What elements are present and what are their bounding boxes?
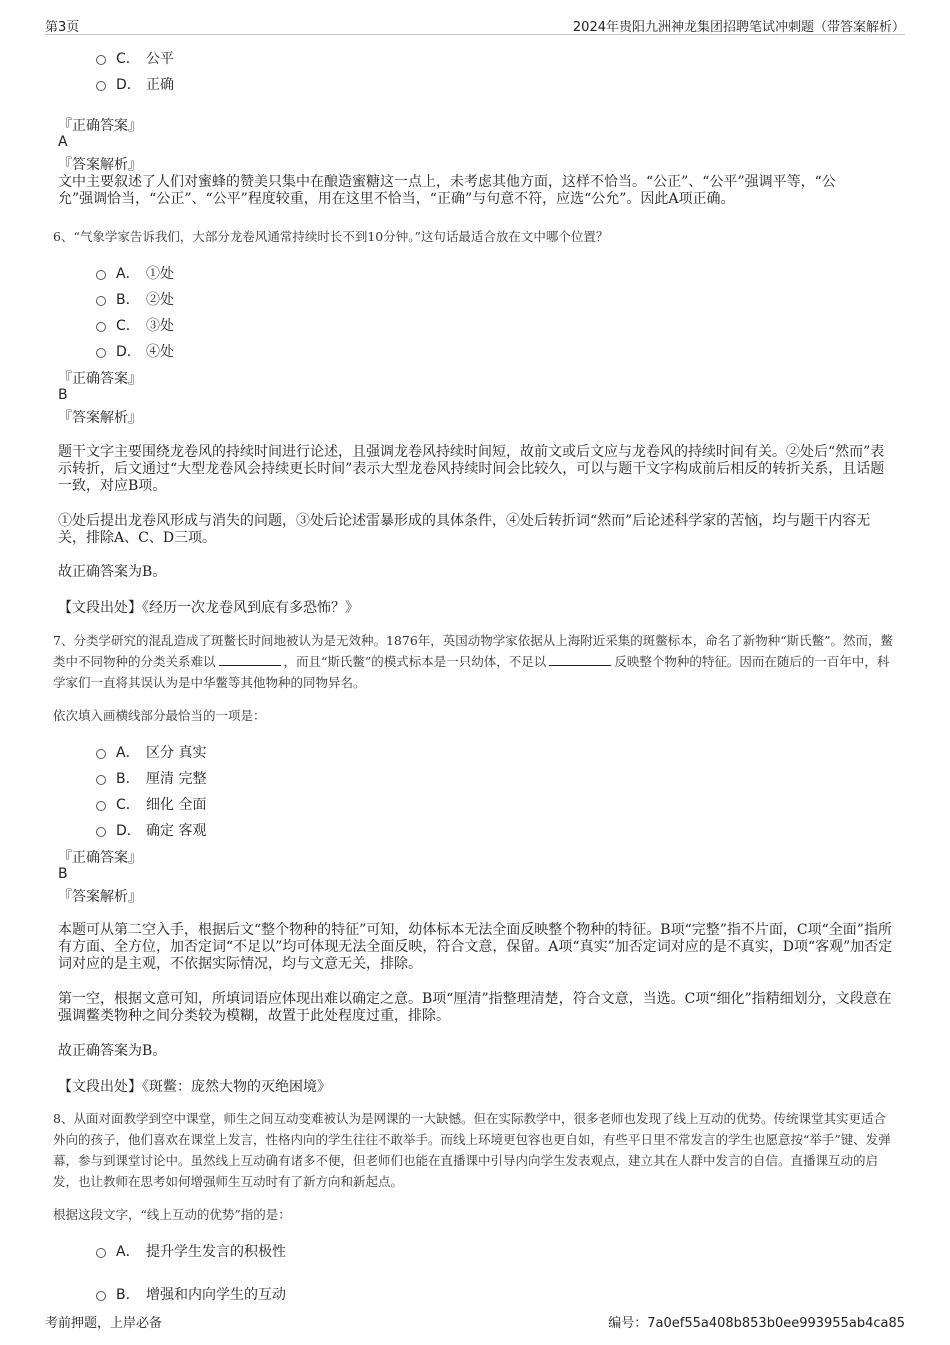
q6-analysis-paragraph: 故正确答案为B。: [58, 564, 167, 580]
q7-analysis-label: 『答案解析』: [58, 889, 142, 905]
q5-option-c[interactable]: C． 公平: [96, 48, 174, 68]
q5-answer-label: 『正确答案』: [58, 118, 142, 134]
document-title: 2024年贵阳九洲神龙集团招聘笔试冲刺题（带答案解析）: [572, 20, 905, 35]
footer-slogan: 考前押题，上岸必备: [45, 1316, 163, 1331]
radio-icon[interactable]: [96, 81, 106, 91]
q7-answer-label: 『正确答案』: [58, 850, 142, 866]
page-footer: [45, 1312, 905, 1330]
radio-icon[interactable]: [96, 827, 106, 837]
radio-icon[interactable]: [96, 1248, 106, 1258]
q5-analysis: 文中主要叙述了人们对蜜蜂的赞美只集中在酿造蜜糖这一点上，未考虑其他方面，这样不恰当。“公正”、“公平”强调平等，“公允”强调恰当，“公正”、“公平”程度较重，用在这里不恰当，“正确”与句意不符，应选“公允”。因此A项正确。: [58, 174, 836, 207]
q6-stem: 6、“气象学家告诉我们，大部分龙卷风通常持续时长不到10分钟。”这句话最适合放在文中哪个位置？: [53, 229, 609, 244]
radio-icon[interactable]: [96, 801, 106, 811]
q6-analysis-paragraph: ①处后提出龙卷风形成与消失的问题，③处后论述雷暴形成的具体条件，④处后转折词“然而”后论述科学家的苦恼，均与题干内容无关，排除A、C、D三项。: [58, 513, 871, 546]
radio-icon[interactable]: [96, 55, 106, 65]
q6-analysis-label: 『答案解析』: [58, 410, 142, 426]
q6-answer-label: 『正确答案』: [58, 371, 142, 387]
q6-option-d[interactable]: D． ④处: [96, 341, 174, 361]
radio-icon[interactable]: [96, 270, 106, 280]
q7-prompt: 依次填入画横线部分最恰当的一项是：: [53, 708, 266, 723]
q7-option-b[interactable]: B． 厘清 完整: [96, 768, 206, 788]
fill-blank: [219, 653, 281, 666]
page-number: 第3页: [45, 20, 80, 35]
q7-analysis-paragraph: 本题可从第二空入手，根据后文“整个物种的特征”可知，幼体标本无法全面反映整个物种的特征。B项“完整”指不片面，C项“全面”指所有方面、全方位，加否定词“不足以”均可体现无法全面反映，符合文意，保留。A项“真实”加否定词对应的是不真实，D项“客观”加否定词对应的是主观，不依据实际情况，均与文意无关，排除。: [58, 922, 893, 972]
radio-icon[interactable]: [96, 1291, 106, 1301]
document-id: 编号：7a0ef55a408b853b0ee993955ab4ca85: [608, 1316, 905, 1331]
q8-stem: 8、从面对面教学到空中课堂，师生之间互动变难被认为是网课的一大缺憾。但在实际教学中，很多老师也发现了线上互动的优势。传统课堂其实更适合外向的孩子，他们喜欢在课堂上发言，性格内向的学生往往不敢举手。而线上环境更包容也更自如，有些平日里不常发言的学生也愿意按“举手”键、发弹幕，参与到课堂讨论中。虽然线上互动确有诸多不便，但老师们也能在直播课中引导内向学生发表观点，建立其在人群中发言的自信。直播课互动的启发，也让教师在思考如何增强师生互动时有了新方向和新起点。: [53, 1111, 891, 1189]
fill-blank: [549, 653, 611, 666]
radio-icon[interactable]: [96, 775, 106, 785]
q5-analysis-label: 『答案解析』: [58, 157, 142, 173]
q8-prompt: 根据这段文字，“线上互动的优势”指的是：: [53, 1207, 291, 1222]
q7-stem: 7、分类学研究的混乱造成了斑鳖长时间地被认为是无效种。1876年，英国动物学家依据从上海附近采集的斑鳖标本，命名了新物种“斯氏鳖”。然而，鳖类中不同物种的分类关系难以 ，而且“斯氏鳖”的模式标本是一只幼体，不足以 反映整个物种的特征。因而在随后的一百年中，科学家们一直将其误认为是中华鳖等其他物种的同物异名。: [53, 633, 894, 690]
q7-analysis-paragraph: 故正确答案为B。: [58, 1043, 167, 1059]
q8-option-a[interactable]: A． 提升学生发言的积极性: [96, 1241, 286, 1261]
q5-answer: A: [58, 134, 68, 150]
q6-answer: B: [58, 387, 68, 403]
q7-option-a[interactable]: A． 区分 真实: [96, 742, 206, 762]
q6-option-b[interactable]: B． ②处: [96, 289, 174, 309]
q7-option-c[interactable]: C． 细化 全面: [96, 794, 206, 814]
q6-option-a[interactable]: A． ①处: [96, 263, 174, 283]
q6-analysis-paragraph: 题干文字主要围绕龙卷风的持续时间进行论述，且强调龙卷风持续时间短，故前文或后文应与龙卷风的持续时间有关。②处后“然而”表示转折，后文通过“大型龙卷风会持续更长时间”表示大型龙卷风持续时间会比较久，可以与题干文字构成前后相反的转折关系，且话题一致，对应B项。: [58, 444, 885, 494]
q6-source: 【文段出处】《经历一次龙卷风到底有多恐怖？》: [58, 600, 359, 616]
q7-answer: B: [58, 866, 68, 882]
q5-option-d[interactable]: D． 正确: [96, 74, 174, 94]
radio-icon[interactable]: [96, 296, 106, 306]
q8-option-b[interactable]: B． 增强和内向学生的互动: [96, 1284, 286, 1304]
q7-source: 【文段出处】《斑鳖：庞然大物的灭绝困境》: [58, 1079, 331, 1095]
q7-analysis-paragraph: 第一空，根据文意可知，所填词语应体现出难以确定之意。B项“厘清”指整理清楚，符合文意，当选。C项“细化”指精细划分，文段意在强调鳖类物种之间分类较为模糊，故置于此处程度过重，排除。: [58, 991, 892, 1024]
radio-icon[interactable]: [96, 322, 106, 332]
q6-option-c[interactable]: C． ③处: [96, 315, 174, 335]
radio-icon[interactable]: [96, 348, 106, 358]
radio-icon[interactable]: [96, 749, 106, 759]
q7-option-d[interactable]: D． 确定 客观: [96, 820, 206, 840]
